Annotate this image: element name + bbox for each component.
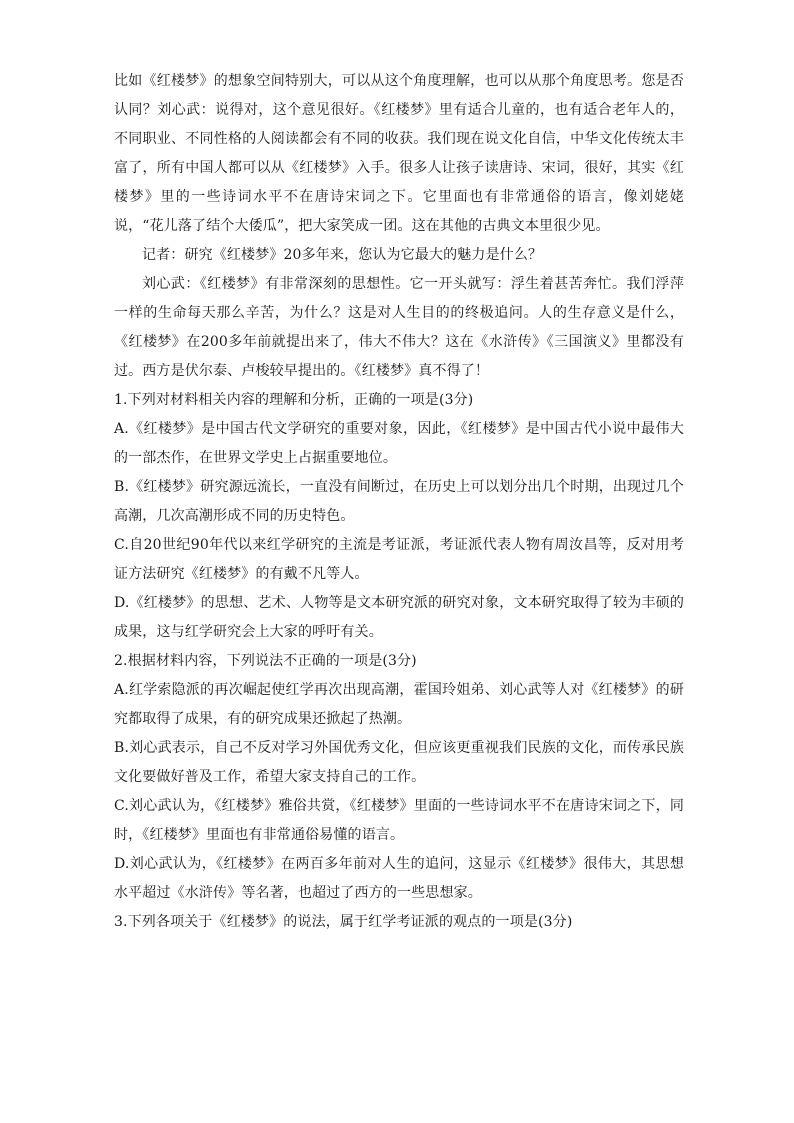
question-3 [114, 908, 684, 937]
option-c: C.刘心武认为，《红楼梦》雅俗共赏，《红楼梦》里面的一些诗词水平不在唐诗宋词之下，同时，《红楼梦》里面也有非常通俗易懂的语言。 [114, 798, 684, 843]
option-d: D.《红楼梦》的思想、艺术、人物等是文本研究派的研究对象，文本研究取得了较为丰硕的成果，这与红学研究会上大家的呼吁有关。 [114, 595, 684, 640]
question-2 [114, 647, 684, 908]
question-stem: 3.下列各项关于《红楼梦》的说法，属于红学考证派的观点的一项是(3分) [114, 914, 573, 930]
document-page [114, 67, 684, 937]
option-b: B.《红楼梦》研究源远流长，一直没有间断过，在历史上可以划分出几个时期，出现过几个高潮，几次高潮形成不同的历史特色。 [114, 479, 684, 524]
passage-paragraph-1: 比如《红楼梦》的想象空间特别大，可以从这个角度理解，也可以从那个角度思考。您是否认同？刘心武：说得对，这个意见很好。《红楼梦》里有适合儿童的，也有适合老年人的，不同职业、不同性格的人阅读都会有不同的收获。我们现在说文化自信，中华文化传统太丰富了，所有中国人都可以从《红楼梦》入手。很多人让孩子读唐诗、宋词，很好，其实《红楼梦》里的一些诗词水平不在唐诗宋词之下。它里面也有非常通俗的语言，像刘姥姥说，“花儿落了结个大倭瓜”，把大家笑成一团。这在其他的古典文本里很少见。 [114, 73, 684, 234]
option-a: A.《红楼梦》是中国古代文学研究的重要对象，因此，《红楼梦》是中国古代小说中最伟大的一部杰作，在世界文学史上占据重要地位。 [114, 421, 684, 466]
passage-paragraph-2: 记者：研究《红楼梦》20多年来，您认为它最大的魅力是什么？ [142, 247, 543, 263]
option-a: A.红学索隐派的再次崛起使红学再次出现高潮，霍国玲姐弟、刘心武等人对《红楼梦》的研究都取得了成果，有的研究成果还掀起了热潮。 [114, 682, 684, 727]
question-stem: 2.根据材料内容，下列说法不正确的一项是(3分) [114, 653, 417, 669]
question-1 [114, 386, 684, 647]
option-b: B.刘心武表示，自己不反对学习外国优秀文化，但应该更重视我们民族的文化，而传承民族文化要做好普及工作，希望大家支持自己的工作。 [114, 740, 684, 785]
question-stem: 1.下列对材料相关内容的理解和分析，正确的一项是(3分) [114, 392, 474, 408]
option-c: C.自20世纪90年代以来红学研究的主流是考证派，考证派代表人物有周汝昌等，反对用考证方法研究《红楼梦》的有戴不凡等人。 [114, 537, 684, 582]
option-d: D.刘心武认为，《红楼梦》在两百多年前对人生的追问，这显示《红楼梦》很伟大，其思想水平超过《水浒传》等名著，也超过了西方的一些思想家。 [114, 856, 684, 901]
passage-paragraph-3: 刘心武：《红楼梦》有非常深刻的思想性。它一开头就写：浮生着甚苦奔忙。我们浮萍一样的生命每天那么辛苦，为什么？这是对人生目的的终极追问。人的生存意义是什么，《红楼梦》在200多年前就提出来了，伟大不伟大？这在《水浒传》《三国演义》里都没有过。西方是伏尔泰、卢梭较早提出的。《红楼梦》真不得了！ [114, 276, 684, 379]
